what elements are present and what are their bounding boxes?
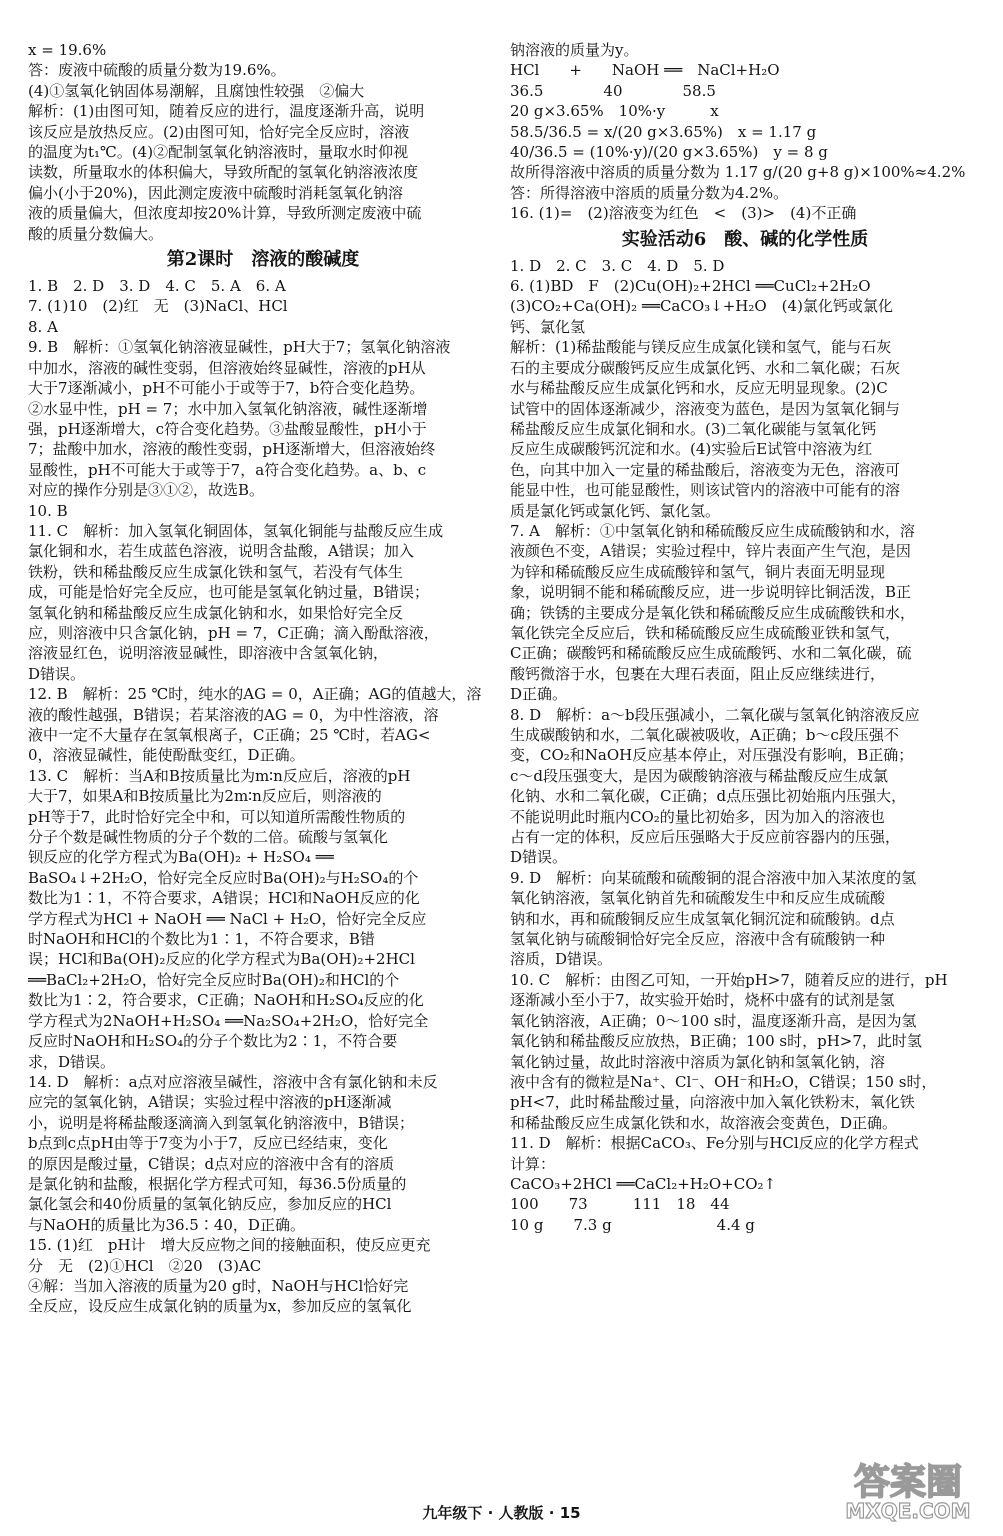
text-line: 16. (1)= (2)溶液变为红色 < (3)> (4)不正确: [510, 204, 857, 223]
text-line: 14. D 解析：a点对应溶液呈碱性，溶液中含有氯化钠和未反: [28, 1072, 438, 1091]
text-line: 学方程式为2NaOH+H₂SO₄ ══Na₂SO₄+2H₂O，恰好完全: [28, 1011, 429, 1030]
text-line: 20 g×3.65% 10%·y x: [510, 102, 719, 121]
text-line: 反应生成碳酸钙沉淀和水。(4)实验后E试管中溶液为红: [510, 440, 873, 459]
text-line: 液中含有的微粒是Na⁺、Cl⁻、OH⁻和H₂O，C错误；150 s时，: [510, 1072, 937, 1091]
text-line: 成，可能是恰好完全反应，也可能是氢氧化钠过量，B错误；: [28, 583, 430, 602]
text-line: 7. (1)10 (2)红 无 (3)NaCl、HCl: [28, 297, 288, 316]
text-line: D正确。: [510, 685, 568, 704]
text-line: 化钠、水和二氧化碳，C正确；d点压强比初始瓶内压强大，: [510, 787, 907, 806]
text-line: 误；HCl和Ba(OH)₂反应的化学方程式为Ba(OH)₂+2HCl: [28, 950, 415, 969]
right-column: [510, 40, 980, 1235]
section-heading: 实验活动6 酸、碱的化学性质: [621, 228, 869, 250]
text-line: 能显中性，也可能显酸性，则该试管内的溶液中可能有的溶: [510, 481, 901, 500]
text-line: 1. D 2. C 3. C 4. D 5. D: [510, 256, 725, 275]
text-line: 石的主要成分碳酸钙反应生成氯化钙、水和二氧化碳；石灰: [510, 358, 901, 377]
text-line: 氯化铜和水，若生成蓝色溶液，说明含盐酸，A错误；加入: [28, 542, 414, 561]
text-line: BaSO₄↓+2H₂O，恰好完全反应时Ba(OH)₂与H₂SO₄的个: [28, 868, 419, 887]
text-line: 偏小(小于20%)，因此测定废液中硫酸时消耗氢氧化钠溶: [28, 183, 404, 202]
text-line: 1. B 2. D 3. D 4. C 5. A 6. A: [28, 277, 286, 296]
text-line: 氧化钠溶液，氢氧化钠首先和硫酸发生中和反应生成硫酸: [510, 889, 886, 908]
text-line: 时NaOH和HCl的个数比为1∶1，不符合要求，B错: [28, 930, 375, 949]
text-line: 全反应，设反应生成氯化钠的质量为x，参加反应的氢氧化: [28, 1297, 412, 1316]
text-line: 变，CO₂和NaOH反应基本停止，对压强没有影响，B正确；: [510, 746, 914, 765]
text-line: 58.5/36.5 = x/(20 g×3.65%) x = 1.17 g: [510, 122, 817, 141]
svg-text:MXQE.COM: MXQE.COM: [845, 1499, 971, 1523]
text-line: 强，pH逐渐增大，c符合变化趋势。③盐酸显酸性，pH小于: [28, 419, 427, 438]
text-line: HCl + NaOH ══ NaCl+H₂O: [510, 61, 780, 80]
text-line: 逐渐减小至小于7，故实验开始时，烧杯中盛有的试剂是氢: [510, 991, 895, 1010]
text-line: ②水显中性，pH = 7；水中加入氢氧化钠溶液，碱性逐渐增: [28, 399, 428, 418]
text-line: D错误。: [510, 848, 568, 867]
text-line: pH<7，此时稀盐酸过量，向溶液中加入氧化铁粉末，氧化铁: [510, 1093, 915, 1112]
text-line: 故所得溶液中溶质的质量分数为 1.17 g/(20 g+8 g)×100%≈4.2%: [510, 163, 966, 182]
text-line: 占有一定的体积，反应后压强略大于反应前容器内的压强，: [510, 828, 901, 847]
text-line: 中加水，溶液的碱性变弱，但溶液始终显碱性，溶液的pH从: [28, 358, 426, 377]
text-line: 解析：(1)由图可知，随着反应的进行，温度逐渐升高，说明: [28, 102, 425, 121]
text-line: ══BaCl₂+2H₂O，恰好完全反应时Ba(OH)₂和HCl的个: [28, 970, 400, 989]
text-line: 确；铁锈的主要成分是氧化铁和稀硫酸反应生成硫酸铁和水，: [510, 603, 916, 622]
text-line: 7. A 解析：①中氢氧化钠和稀硫酸反应生成硫酸钠和水，溶: [510, 521, 915, 540]
text-line: 与NaOH的质量比为36.5∶40，D正确。: [28, 1215, 305, 1234]
text-line: 的温度为t₁℃。(4)②配制氢氧化钠溶液时，量取水时仰视: [28, 143, 409, 162]
text-line: 象，说明铜不能和稀硫酸反应，进一步说明锌比铜活泼，B正: [510, 583, 912, 602]
text-line: 小，说明是将稀盐酸逐滴滴入到氢氧化钠溶液中，B错误；: [28, 1113, 415, 1132]
text-line: 8. A: [28, 317, 58, 336]
text-line: 求，D错误。: [28, 1052, 116, 1071]
text-line: 100 73 111 18 44: [510, 1195, 730, 1214]
text-line: 11. C 解析：加入氢氧化铜固体，氢氧化铜能与盐酸反应生成: [28, 521, 444, 540]
text-line: 稀盐酸反应生成氯化铜和水。(3)二氧化碳能与氢氧化钙: [510, 419, 877, 438]
text-line: 试管中的固体逐渐减少，溶液变为蓝色，是因为氢氧化铜与: [510, 399, 901, 418]
text-line: 大于7，如果A和B按质量比为2m∶n反应后，则溶液的: [28, 787, 382, 806]
text-line: 为锌和稀硫酸反应生成硫酸锌和氢气，铜片表面无明显现: [510, 562, 886, 581]
text-line: x = 19.6%: [28, 41, 107, 59]
text-line: 反应时NaOH和H₂SO₄的分子个数比为2∶1，不符合要: [28, 1032, 398, 1051]
text-line: 读数，所量取水的体积偏大，导致所配的氢氧化钠溶液浓度: [28, 163, 419, 182]
text-line: 氧化钠溶液，A正确；0～100 s时，温度逐渐升高，是因为氢: [510, 1011, 917, 1030]
text-line: 7；盐酸中加水，溶液的酸性变弱，pH逐渐增大，但溶液始终: [28, 440, 436, 459]
text-line: 40/36.5 = (10%·y)/(20 g×3.65%) y = 8 g: [510, 143, 828, 162]
text-line: 液的质量偏大，但浓度却按20%计算，导致所测定废液中硫: [28, 204, 422, 223]
text-line: 10. B: [28, 501, 68, 520]
text-line: 分子个数是碱性物质的分子个数的二倍。硫酸与氢氧化: [28, 828, 389, 847]
text-line: 铁粉，铁和稀盐酸反应生成氯化铁和氢气，若没有气体生: [28, 562, 404, 581]
text-line: (3)CO₂+Ca(OH)₂ ══CaCO₃↓+H₂O (4)氯化钙或氯化: [510, 297, 893, 316]
text-line: 该反应是放热反应。(2)由图可知，恰好完全反应时，溶液: [28, 122, 410, 141]
text-line: 氢氧化钠与硫酸铜恰好完全反应，溶液中含有硫酸钠一种: [510, 930, 886, 949]
text-line: 氧化铁完全反应后，铁和稀硫酸反应生成硫酸亚铁和氢气，: [510, 623, 901, 642]
text-line: 6. (1)BD F (2)Cu(OH)₂+2HCl ══CuCl₂+2H₂O: [510, 277, 871, 296]
section-heading: 第2课时 溶液的酸碱度: [166, 249, 360, 271]
text-line: 的原因是酸过量，C错误；d点对应的溶液中含有的溶质: [28, 1154, 395, 1173]
text-line: 酸的质量分数偏大。: [28, 224, 164, 243]
text-line: 答：废液中硫酸的质量分数为19.6%。: [28, 61, 286, 80]
text-line: 氯化氢会和40份质量的氢氧化钠反应，参加反应的HCl: [28, 1195, 392, 1214]
text-line: 氧化钠过量，故此时溶液中溶质为氯化钠和氢氧化钠，溶: [510, 1052, 886, 1071]
text-line: 9. D 解析：向某硫酸和硫酸铜的混合溶液中加入某浓度的氢: [510, 868, 917, 887]
text-line: 解析：(1)稀盐酸能与镁反应生成氯化镁和氢气，能与石灰: [510, 338, 892, 357]
text-line: 10 g 7.3 g 4.4 g: [510, 1215, 755, 1234]
text-line: 是氯化钠和盐酸，根据化学方程式可知，每36.5份质量的: [28, 1174, 407, 1193]
text-line: 生成碳酸钠和水，二氧化碳被吸收，A正确；b～c段压强不: [510, 726, 899, 744]
text-line: 12. B 解析：25 ℃时，纯水的AG = 0，A正确；AG的值越大，溶: [28, 685, 482, 704]
text-line: 溶质，D错误。: [510, 950, 613, 969]
text-line: 13. C 解析：当A和B按质量比为m∶n反应后，溶液的pH: [28, 766, 411, 785]
text-line: ④解：当加入溶液的质量为20 g时，NaOH与HCl恰好完: [28, 1276, 409, 1295]
text-line: CaCO₃+2HCl ══CaCl₂+H₂O+CO₂↑: [510, 1174, 777, 1193]
text-line: 9. B 解析：①氢氧化钠溶液显碱性，pH大于7；氢氧化钠溶液: [28, 338, 451, 357]
text-line: 水与稀盐酸反应生成氯化钙和水，反应无明显现象。(2)C: [510, 379, 888, 398]
text-line: 大于7逐渐减小，pH不可能小于或等于7，b符合变化趋势。: [28, 379, 425, 398]
text-line: 液颜色不变，A错误；实验过程中，锌片表面产生气泡，是因: [510, 542, 911, 561]
text-line: b点到c点pH由等于7变为小于7，反应已经结束，变化: [28, 1134, 388, 1153]
page-footer: 九年级下 · 人教版 · 15: [422, 1504, 581, 1522]
text-line: 酸钙微溶于水，包裹在大理石表面，阻止反应继续进行，: [510, 664, 886, 683]
left-column: [28, 40, 498, 1317]
text-line: 氢氧化钠和稀盐酸反应生成氯化钠和水，如果恰好完全反: [28, 603, 404, 622]
text-line: 不能说明此时瓶内CO₂的量比初始多，因为加入的溶液也: [510, 807, 885, 826]
text-line: 色，向其中加入一定量的稀盐酸后，溶液变为无色，溶液可: [510, 460, 901, 479]
text-line: 溶液显红色，说明溶液显碱性，即溶液中含氢氧化钠，: [28, 644, 389, 663]
text-line: 钠和水，再和硫酸铜反应生成氢氧化铜沉淀和硫酸钠。d点: [510, 909, 895, 928]
text-line: 数比为1∶1，不符合要求，A错误；HCl和NaOH反应的化: [28, 889, 420, 908]
text-line: 15. (1)红 pH计 增大反应物之间的接触面积，使反应更充: [28, 1236, 431, 1255]
text-line: 36.5 40 58.5: [510, 81, 716, 100]
text-line: 钠溶液的质量为y。: [510, 41, 639, 59]
text-line: 0，溶液显碱性，能使酚酞变红，D正确。: [28, 746, 305, 765]
text-line: 学方程式为HCl + NaOH ══ NaCl + H₂O，恰好完全反应: [28, 909, 427, 928]
text-line: 答：所得溶液中溶质的质量分数为4.2%。: [510, 183, 789, 202]
text-line: 和稀盐酸反应生成氯化铁和水，故溶液会变黄色，D正确。: [510, 1113, 898, 1132]
svg-text:答案圈: 答案圈: [853, 1462, 963, 1503]
text-line: c～d段压强变大，是因为碳酸钠溶液与稀盐酸反应生成氯: [510, 766, 889, 785]
text-line: 钡反应的化学方程式为Ba(OH)₂ + H₂SO₄ ══: [28, 848, 334, 867]
text-line: (4)①氢氧化钠固体易潮解，且腐蚀性较强 ②偏大: [28, 81, 365, 100]
text-line: 质是氯化钙或氯化钙、氯化氢。: [510, 501, 721, 520]
text-line: 应，则溶液中只含氯化钠，pH = 7，C正确；滴入酚酞溶液，: [28, 623, 439, 642]
text-line: 8. D 解析：a～b段压强减小，二氧化碳与氢氧化钠溶液反应: [510, 705, 920, 724]
text-line: 液的酸性越强，B错误；若某溶液的AG = 0，为中性溶液，溶: [28, 705, 439, 724]
text-line: 11. D 解析：根据CaCO₃、Fe分别与HCl反应的化学方程式: [510, 1134, 919, 1153]
text-line: D错误。: [28, 664, 86, 683]
text-line: pH等于7，此时恰好完全中和，可以知道所需酸性物质的: [28, 807, 406, 826]
text-line: 氧化钠和稀盐酸反应放热，B正确；100 s时，pH>7，此时氢: [510, 1032, 922, 1051]
text-line: 应完的氢氧化钠，A错误；实验过程中溶液的pH逐渐减: [28, 1093, 392, 1112]
text-line: C正确；碳酸钙和稀硫酸反应生成硫酸钙、水和二氧化碳，硫: [510, 644, 912, 663]
text-line: 对应的操作分别是③①②，故选B。: [28, 481, 265, 500]
text-line: 钙、氯化氢: [510, 317, 586, 336]
watermark-logo: [826, 1454, 991, 1524]
text-line: 数比为1∶2，符合要求，C正确；NaOH和H₂SO₄反应的化: [28, 991, 424, 1010]
text-line: 液中一定不大量存在氢氧根离子，C正确；25 ℃时，若AG<: [28, 726, 431, 744]
text-line: 计算：: [510, 1154, 556, 1173]
text-line: 分 无 (2)①HCl ②20 (3)AC: [28, 1256, 262, 1275]
text-line: 10. C 解析：由图乙可知，一开始pH>7，随着反应的进行，pH: [510, 970, 948, 989]
text-line: 显酸性，pH不可能大于或等于7，a符合变化趋势。a、b、c: [28, 460, 427, 479]
